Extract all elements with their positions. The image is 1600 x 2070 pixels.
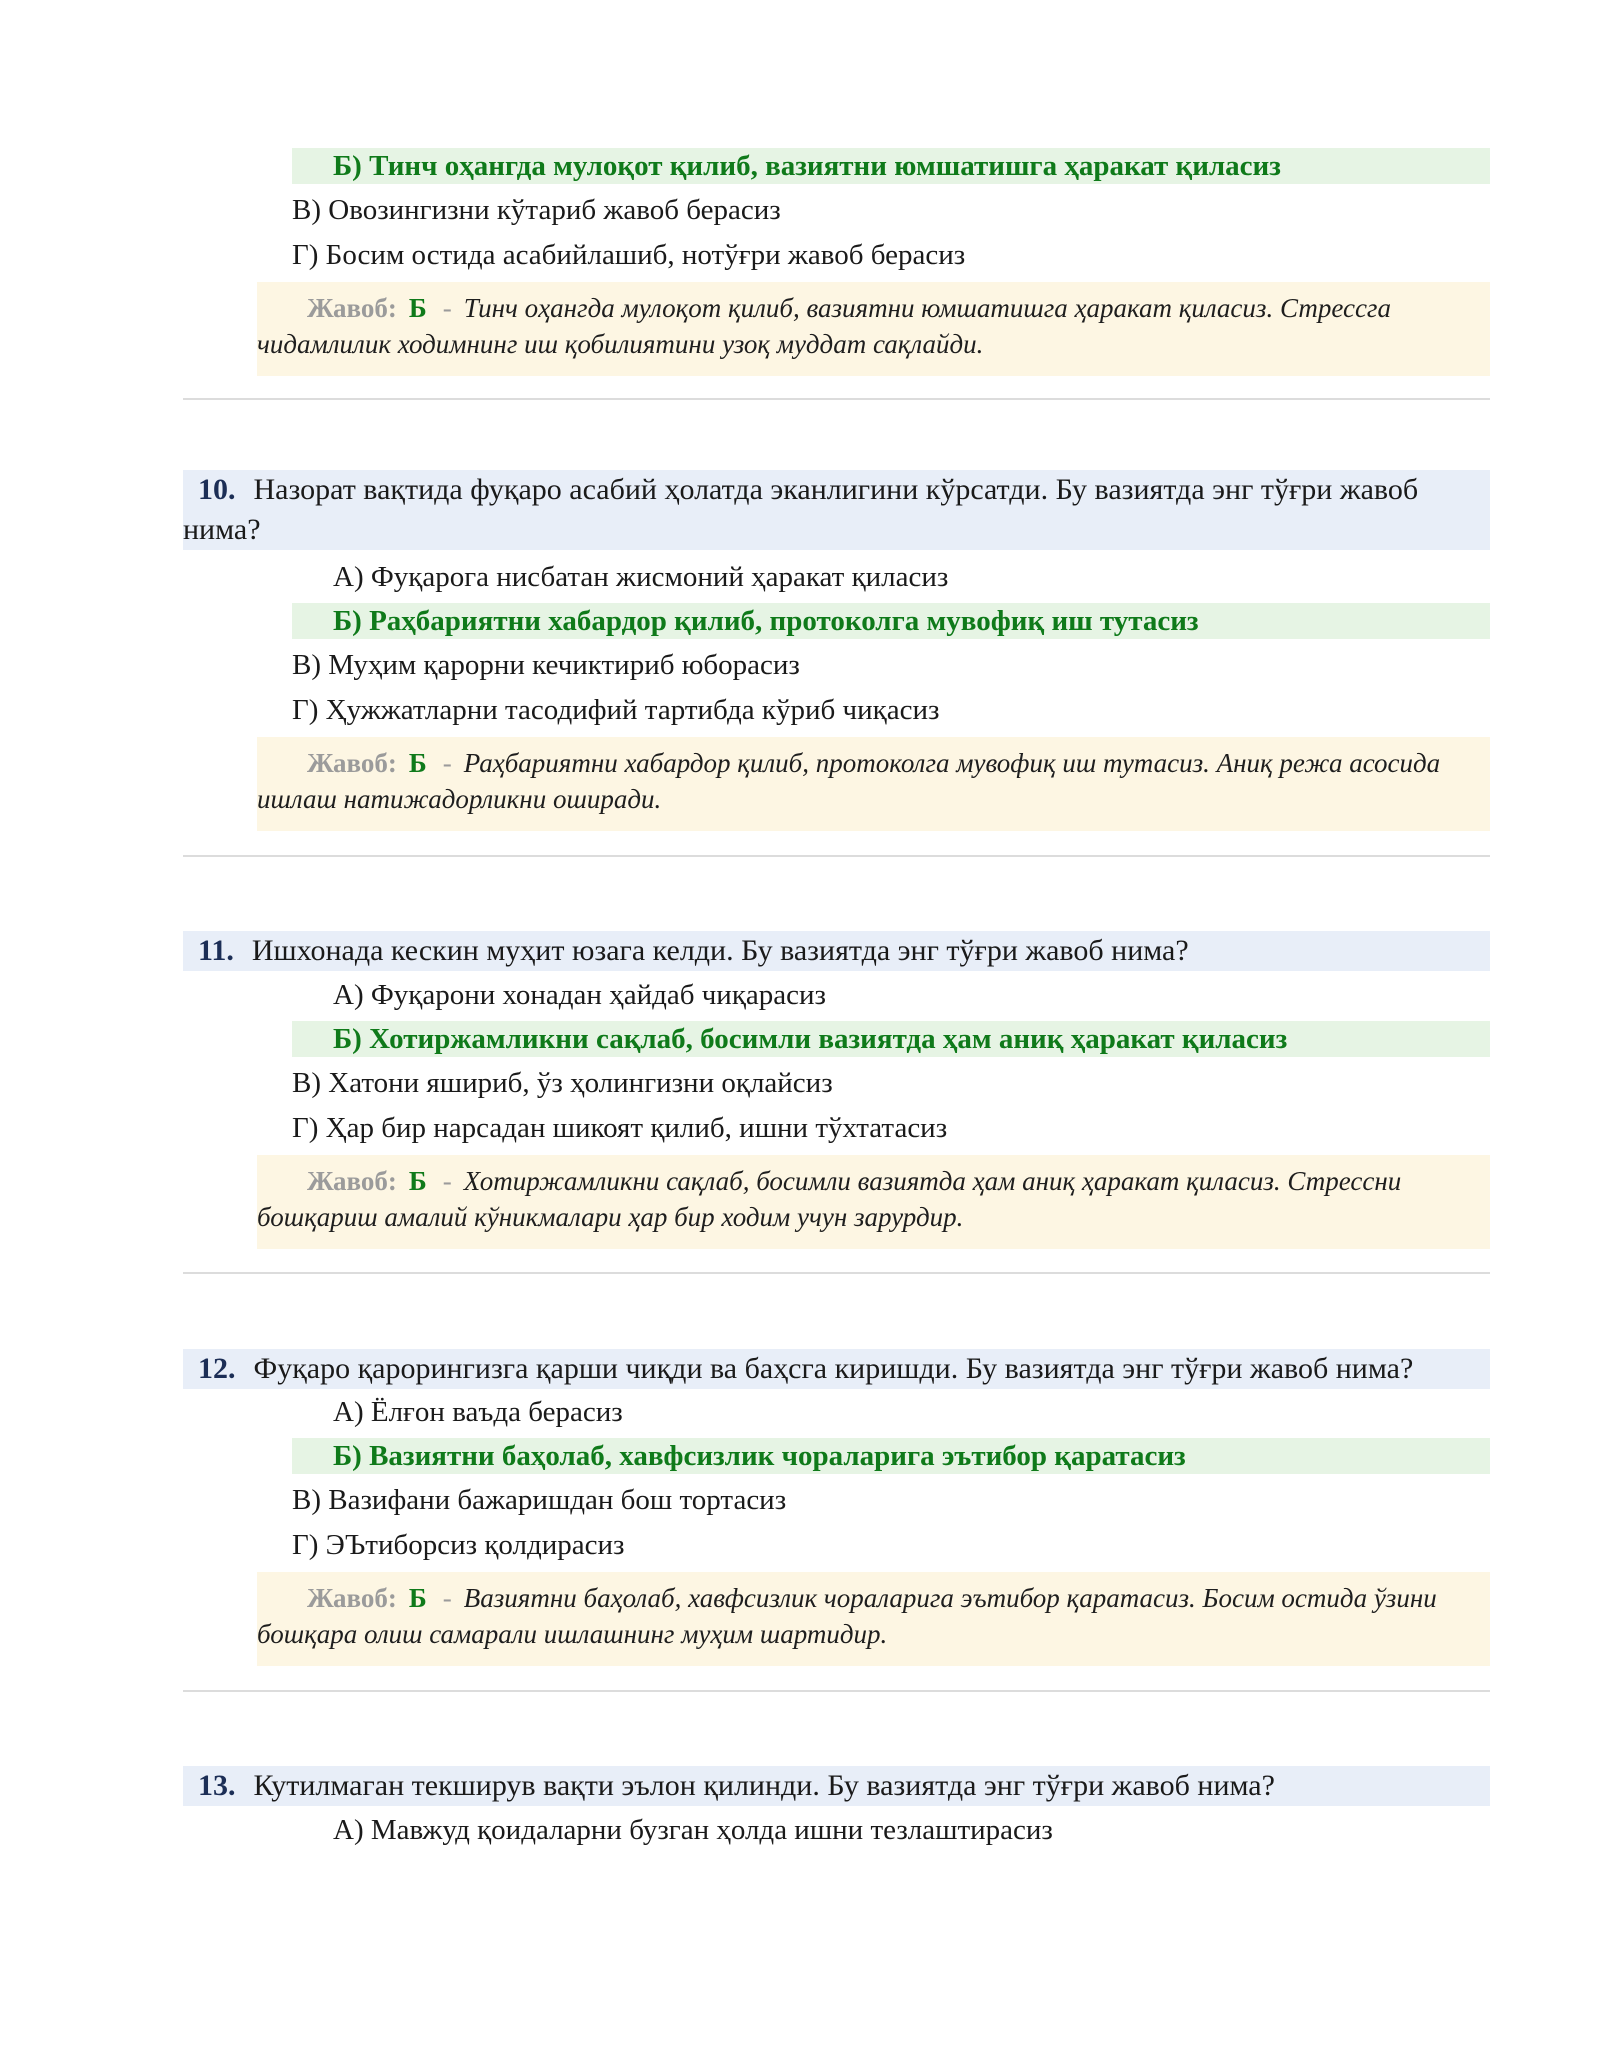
answer-box [257,737,1490,831]
option-v: В) Хатони яшириб, ўз ҳолингизни оқлайсиз [292,1067,833,1099]
question-number: 10. [198,473,236,506]
option-g: Г) Ҳар бир нарсадан шикоят қилиб, ишни тўхтатасиз [292,1112,948,1144]
answer-text: Вазиятни баҳолаб, хавфсизлик чораларига эътибор қаратасиз. Босим остида ўзини бошқара олиш самарали ишлашнинг муҳим шартидир. [257,1583,1437,1649]
answer-box [257,282,1490,376]
section-divider [183,855,1490,857]
option-b-correct: Б) Хотиржамликни сақлаб, босимли вазиятда ҳам аниқ ҳаракат қиласиз [292,1021,1490,1057]
answer-text: Хотиржамликни сақлаб, босимли вазиятда ҳам аниқ ҳаракат қиласиз. Стрессни бошқариш амалий кўникмалари ҳар бир ходим учун зарурдир. [257,1166,1402,1232]
answer-label: Жавоб: [307,293,397,323]
question-11 [183,931,1490,971]
option-b-correct: Б) Раҳбариятни хабардор қилиб, протоколга мувофиқ иш тутасиз [292,603,1490,639]
option-v: В) Вазифани бажаришдан бош тортасиз [292,1484,787,1516]
answer-box [257,1155,1490,1249]
option-a: А) Мавжуд қоидаларни бузган ҳолда ишни тезлаштирасиз [333,1814,1053,1846]
answer-dash: - [442,1583,452,1613]
answer-box [257,1572,1490,1666]
option-a: А) Фуқарони хонадан ҳайдаб чиқарасиз [333,979,826,1011]
question-12 [183,1349,1490,1389]
question-text: Назорат вақтида фуқаро асабий ҳолатда эканлигини кўрсатди. Бу вазиятда энг тўғри жавоб нима? [183,473,1419,546]
answer-dash: - [442,1166,452,1196]
answer-letter: Б [408,293,427,323]
question-text: Ишхонада кескин муҳит юзага келди. Бу вазиятда энг тўғри жавоб нима? [251,934,1189,967]
answer-letter: Б [408,1166,427,1196]
question-text: Фуқаро қарорингизга қарши чиқди ва баҳсга киришди. Бу вазиятда энг тўғри жавоб нима? [253,1352,1414,1385]
question-13 [183,1766,1490,1806]
question-number: 13. [198,1769,236,1802]
question-number: 11. [198,934,234,967]
answer-label: Жавоб: [307,748,397,778]
answer-text: Тинч оҳангда мулоқот қилиб, вазиятни юмшатишга ҳаракат қиласиз. Стрессга чидамлилик ходимнинг иш қобилиятини узоқ муддат сақлайди. [257,293,1391,359]
question-text: Кутилмаган текширув вақти эълон қилинди. Бу вазиятда энг тўғри жавоб нима? [253,1769,1275,1802]
answer-label: Жавоб: [307,1166,397,1196]
option-g: Г) ЭЪтиборсиз қолдирасиз [292,1529,625,1561]
option-v: В) Овозингизни кўтариб жавоб берасиз [292,194,781,226]
answer-letter: Б [408,1583,427,1613]
option-v: В) Муҳим қарорни кечиктириб юборасиз [292,649,800,681]
option-g: Г) Ҳужжатларни тасодифий тартибда кўриб чиқасиз [292,694,940,726]
answer-letter: Б [408,748,427,778]
answer-dash: - [442,293,452,323]
option-b-correct: Б) Вазиятни баҳолаб, хавфсизлик чораларига эътибор қаратасиз [292,1438,1490,1474]
option-a: А) Фуқарога нисбатан жисмоний ҳаракат қиласиз [333,561,949,593]
option-a: А) Ёлғон ваъда берасиз [333,1396,623,1428]
answer-text: Раҳбариятни хабардор қилиб, протоколга мувофиқ иш тутасиз. Аниқ режа асосида ишлаш натижадорликни оширади. [257,748,1441,814]
answer-dash: - [442,748,452,778]
option-b-correct: Б) Тинч оҳангда мулоқот қилиб, вазиятни юмшатишга ҳаракат қиласиз [292,148,1490,184]
answer-label: Жавоб: [307,1583,397,1613]
section-divider [183,398,1490,400]
option-g: Г) Босим остида асабийлашиб, нотўғри жавоб берасиз [292,239,966,271]
question-10 [183,470,1490,550]
question-number: 12. [198,1352,236,1385]
section-divider [183,1690,1490,1692]
section-divider [183,1272,1490,1274]
